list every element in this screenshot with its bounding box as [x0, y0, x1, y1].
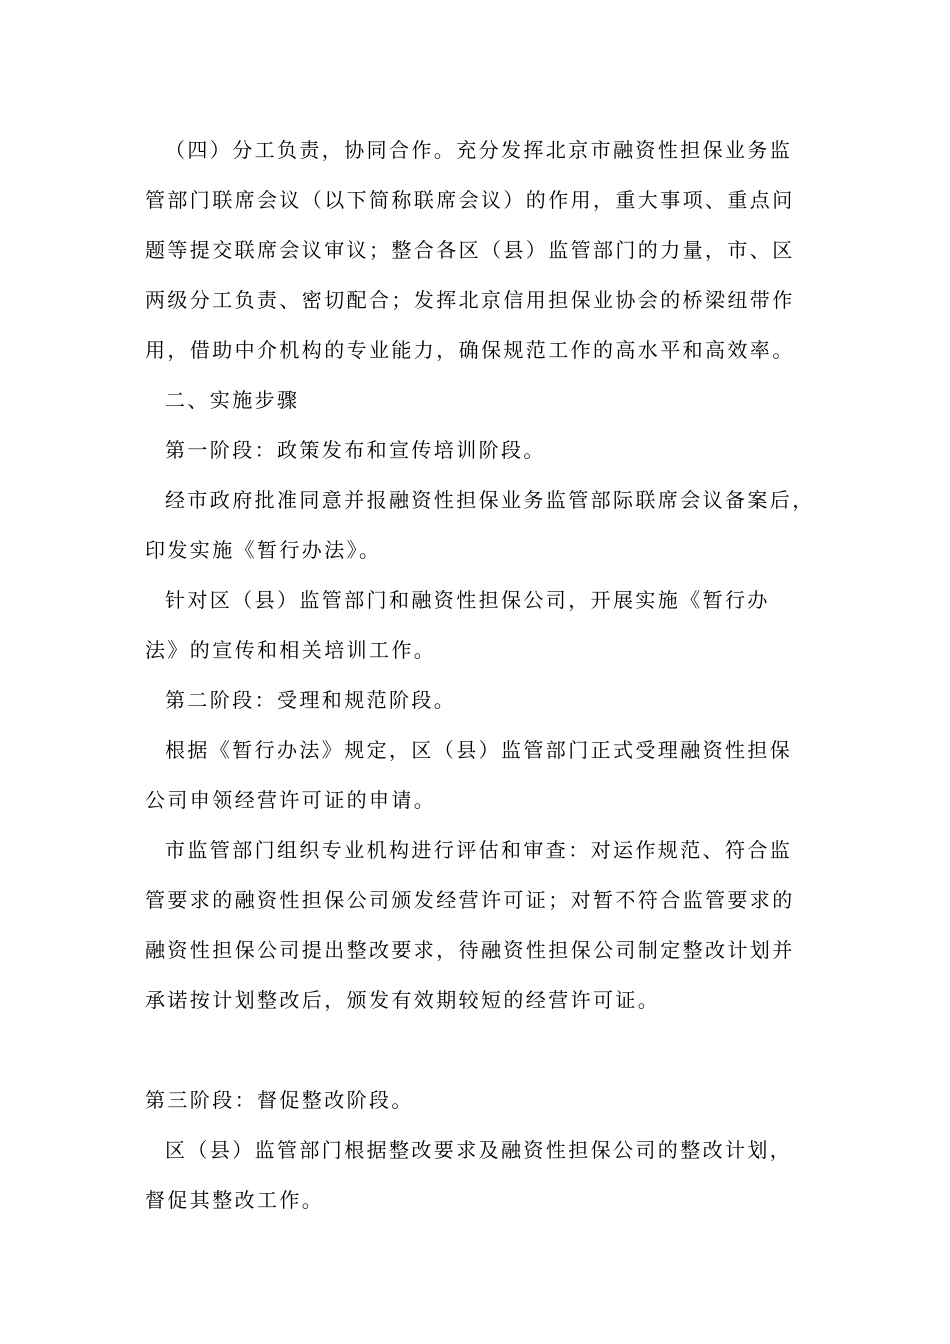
text-line: 承诺按计划整改后，颁发有效期较短的经营许可证。 — [145, 988, 661, 1012]
text-line: 根据《暂行办法》规定，区（县）监管部门正式受理融资性担保 — [165, 738, 793, 762]
text-line: 经市政府批准同意并报融资性担保业务监管部际联席会议备案后， — [165, 488, 815, 512]
text-line: 印发实施《暂行办法》。 — [145, 538, 382, 562]
text-line: 管要求的融资性担保公司颁发经营许可证；对暂不符合监管要求的 — [145, 888, 795, 912]
section-heading: 二、实施步骤 — [165, 388, 300, 412]
text-line: 市监管部门组织专业机构进行评估和审查：对运作规范、符合监 — [165, 838, 793, 862]
stage-heading: 第三阶段：督促整改阶段。 — [145, 1088, 414, 1112]
text-line: 针对区（县）监管部门和融资性担保公司，开展实施《暂行办 — [165, 588, 770, 612]
text-line: 用，借助中介机构的专业能力，确保规范工作的高水平和高效率。 — [145, 338, 795, 362]
text-line: 管部门联席会议（以下简称联席会议）的作用，重大事项、重点问 — [145, 188, 795, 212]
text-line: （四）分工负责，协同合作。充分发挥北京市融资性担保业务监 — [165, 138, 793, 162]
text-line: 督促其整改工作。 — [145, 1188, 325, 1212]
text-line: 融资性担保公司提出整改要求，待融资性担保公司制定整改计划并 — [145, 938, 795, 962]
text-line: 公司申领经营许可证的申请。 — [145, 788, 437, 812]
stage-heading: 第一阶段：政策发布和宣传培训阶段。 — [165, 438, 546, 462]
text-line: 两级分工负责、密切配合；发挥北京信用担保业协会的桥梁纽带作 — [145, 288, 795, 312]
text-line: 题等提交联席会议审议；整合各区（县）监管部门的力量，市、区 — [145, 238, 795, 262]
text-line: 区（县）监管部门根据整改要求及融资性担保公司的整改计划， — [165, 1138, 793, 1162]
stage-heading: 第二阶段：受理和规范阶段。 — [165, 688, 457, 712]
text-line: 法》的宣传和相关培训工作。 — [145, 638, 437, 662]
